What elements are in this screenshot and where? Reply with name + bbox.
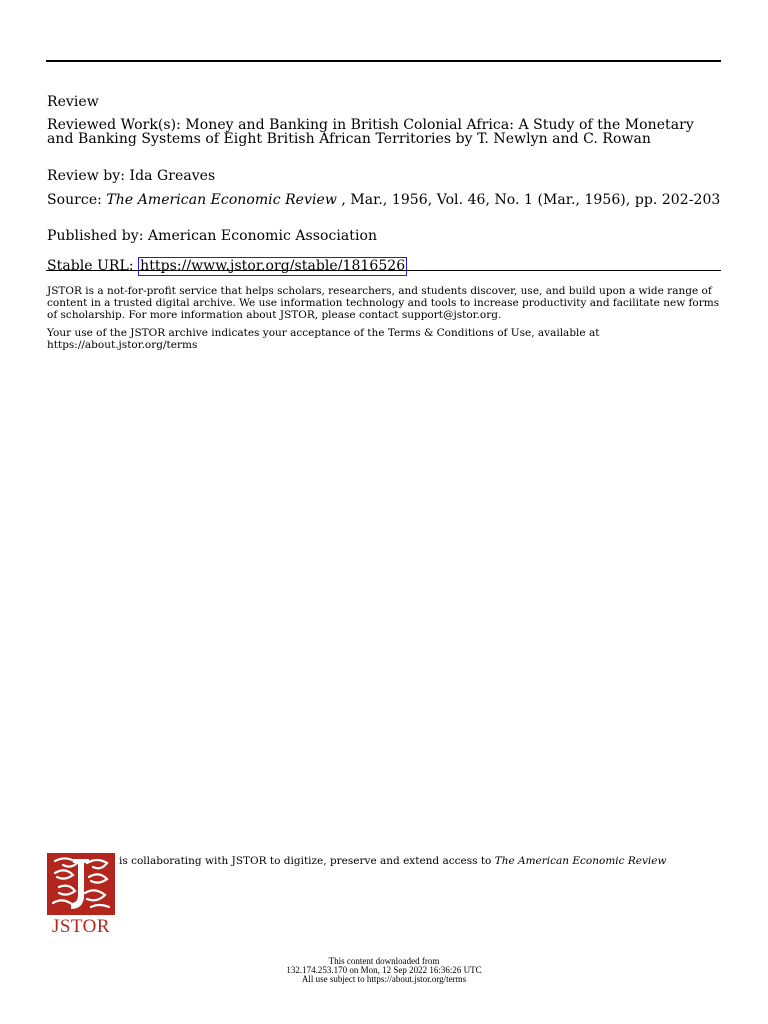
- collaboration-statement: [119, 856, 719, 867]
- document-type: Review: [47, 94, 99, 110]
- jstor-seal-icon: [47, 853, 115, 915]
- download-footer: [0, 957, 768, 984]
- reviewed-works-title: Money and Banking in British Colonial Africa: A Study of the Monetary and Banking Systems of Eight British African Territories by T. Newlyn and C. Rowan: [47, 117, 694, 147]
- reviewer: Review by: Ida Greaves: [47, 168, 216, 184]
- stable-url-line: [47, 257, 723, 276]
- collaboration-text: is collaborating with JSTOR to digitize, preserve and extend access to: [119, 855, 495, 867]
- footer-line-2: 132.174.253.170 on Mon, 12 Sep 2022 16:36:26 UTC: [286, 965, 482, 975]
- jstor-logo: [47, 853, 115, 937]
- jstor-about-notice: JSTOR is a not-for-profit service that helps scholars, researchers, and students discover, use, and build upon a wide range of content in a trusted digital archive. We use information technology and tools to increase productivity and facilitate new forms of scholarship. For more information about JSTOR, please contact support@jstor.org.: [47, 285, 720, 321]
- collaboration-journal: The American Economic Review: [494, 855, 667, 867]
- jstor-wordmark: JSTOR: [51, 916, 111, 937]
- source-citation: [47, 193, 723, 207]
- reviewed-works-label: Reviewed Work(s):: [47, 117, 186, 133]
- publisher: Published by: American Economic Association: [47, 228, 378, 244]
- stable-url-link[interactable]: https://www.jstor.org/stable/1816526: [140, 258, 406, 274]
- section-rule: [46, 270, 721, 271]
- source-journal: The American Economic Review: [106, 192, 337, 208]
- source-details: , Mar., 1956, Vol. 46, No. 1 (Mar., 1956), pp. 202-203: [336, 192, 721, 208]
- stable-url-label: Stable URL:: [47, 258, 139, 274]
- top-rule: [46, 60, 721, 62]
- terms-notice: Your use of the JSTOR archive indicates your acceptance of the Terms & Conditions of Use, available at https://about.jstor.org/terms: [47, 327, 600, 351]
- footer-line-3: All use subject to https://about.jstor.org/terms: [301, 974, 467, 984]
- stable-url-box: [138, 257, 407, 276]
- footer-line-1: This content downloaded from: [328, 956, 440, 966]
- reviewed-works: [47, 118, 723, 146]
- source-label: Source:: [47, 192, 107, 208]
